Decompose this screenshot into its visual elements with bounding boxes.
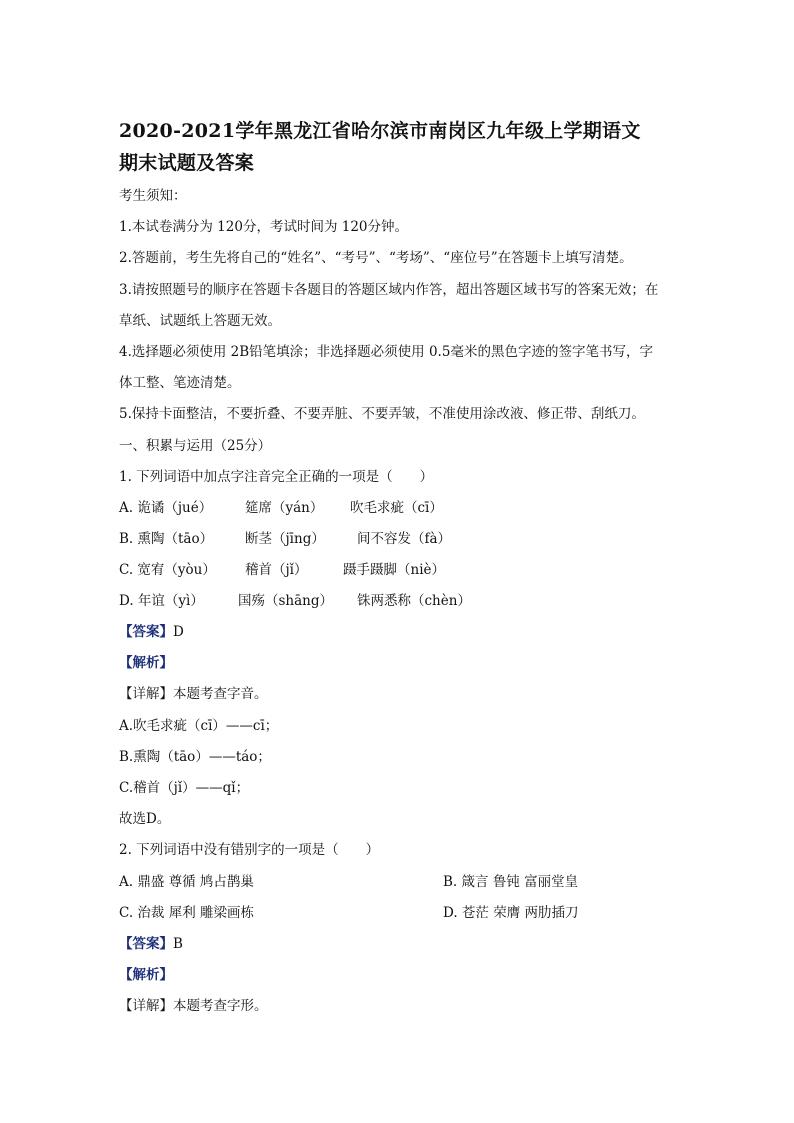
q1-detail	[119, 684, 268, 704]
analysis-tag: 【解析】	[119, 655, 173, 671]
q2-option-b: B. 箴言 鲁钝 富丽堂皇	[443, 874, 579, 890]
q1-explain-line: A.吹毛求疵（cī）——cī；	[119, 718, 279, 734]
answer-tag: 【答案】	[119, 936, 173, 952]
notice-line: 4.选择题必须使用 2B铅笔填涂；非选择题必须使用 0.5毫米的黑色字迹的签字笔书写，字	[119, 344, 653, 360]
question-stem: 1. 下列词语中加点字注音完全正确的一项是（ ）	[119, 469, 434, 485]
q2-detail	[119, 996, 268, 1016]
q1-answer	[119, 622, 184, 642]
notice-line: 3.请按照题号的顺序在答题卡各题目的答题区域内作答，超出答题区域书写的答案无效；在	[119, 282, 659, 298]
detail-tag: 【详解】	[119, 686, 173, 702]
q2-option-a: A. 鼎盛 尊循 鸠占鹊巢	[119, 874, 254, 890]
q1-option-c-3: 蹑手蹑脚（niè）	[343, 562, 446, 578]
q1-explain-line: C.稽首（jǐ）——qǐ；	[119, 780, 250, 796]
answer-value: D	[173, 624, 184, 640]
q1-option-c-2: 稽首（jǐ）	[245, 562, 308, 578]
document-title-line2: 期末试题及答案	[119, 152, 255, 174]
q1-option-a-1: A. 诡谲（jué）	[119, 500, 213, 516]
detail-text: 本题考查字音。	[173, 686, 268, 702]
notice-line: 草纸、试题纸上答题无效。	[119, 313, 281, 329]
detail-tag: 【详解】	[119, 998, 173, 1014]
answer-tag: 【答案】	[119, 624, 173, 640]
q2-answer	[119, 934, 183, 954]
document-title-line1: 2020-2021学年黑龙江省哈尔滨市南岗区九年级上学期语文	[119, 120, 641, 142]
q1-explain-line: 故选D。	[119, 811, 171, 827]
q1-option-b-3: 间不容发（fà）	[357, 531, 452, 547]
q1-option-d-2: 国殇（shāng）	[238, 593, 334, 609]
q1-option-b-1: B. 熏陶（tāo）	[119, 531, 214, 547]
analysis-tag: 【解析】	[119, 967, 173, 983]
q1-option-a-2: 筵席（yán）	[245, 500, 324, 516]
answer-value: B	[173, 936, 183, 952]
notice-line: 1.本试卷满分为 120分，考试时间为 120分钟。	[119, 219, 408, 235]
q1-option-b-2: 断茎（jīng）	[245, 531, 325, 547]
notice-line: 2.答题前，考生先将自己的“姓名”、“考号”、“考场”、“座位号”在答题卡上填写清楚。	[119, 250, 633, 266]
q2-analysis	[119, 965, 173, 985]
notice-line: 5.保持卡面整洁，不要折叠、不要弄脏、不要弄皱，不准使用涂改液、修正带、刮纸刀。	[119, 406, 645, 422]
notice-heading: 考生须知：	[119, 188, 187, 204]
q1-analysis	[119, 653, 173, 673]
q1-option-c-1: C. 宽宥（yòu）	[119, 562, 216, 578]
q2-option-c: C. 治裁 犀利 雕梁画栋	[119, 905, 255, 921]
question-stem: 2. 下列词语中没有错别字的一项是（ ）	[119, 842, 380, 858]
q1-explain-line: B.熏陶（tāo）——táo；	[119, 749, 271, 765]
q1-option-d-3: 铢两悉称（chèn）	[357, 593, 471, 609]
q1-option-a-3: 吹毛求疵（cī）	[350, 500, 443, 516]
detail-text: 本题考查字形。	[173, 998, 268, 1014]
q2-option-d: D. 苍茫 荣膺 两肋插刀	[443, 905, 579, 921]
notice-line: 体工整、笔迹清楚。	[119, 375, 241, 391]
section-heading: 一、积累与运用（25分）	[119, 438, 272, 454]
q1-option-d-1: D. 年谊（yì）	[119, 593, 204, 609]
